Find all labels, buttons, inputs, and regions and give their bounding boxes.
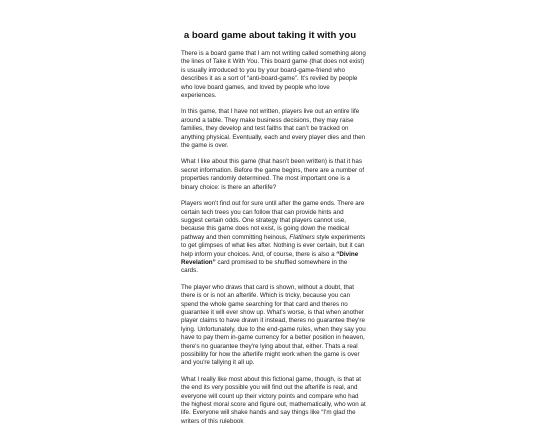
divine-revelation-bold: “Divine Revelation” <box>181 250 359 266</box>
paragraph-5: The player who draws that card is shown, without a doubt, that there is or is not an afterlife. Which is tricky, because you can spend the whole game searching for that card and theres no guarantee it will ever show up. What's worse, is that when another player claims to have drawn it instead, theres no guarantee they're lying. Unfortunately, due to the end-game rules, when they say you have to pay them in-game currency for a better position in heaven, there's no guarantee they're lying about that, either. Thats a real possibility for how the afterlife might work when the game is over and you're tallying it all up. <box>181 283 366 367</box>
flatliners-emphasis: Flatliners <box>289 233 315 241</box>
paragraph-1: There is a board game that I am not writing called something along the lines of Take it With You. This board game (that does not exist) is usually introduced to you by your board-game-friend who describes it as a sort of “anti-board-game”. It’s reviled by people who love board games, and loved by people who love experiences. <box>181 50 366 100</box>
paragraph-4-text-b: style experiments to get glimpses of what lies after. Nothing is ever certain, but it can help inform your choices. And, of course, there is also a <box>181 233 366 258</box>
paragraph-4 <box>181 200 366 276</box>
paragraph-4-text-c: card promised to be shuffled somewhere in the cards. <box>181 258 348 275</box>
paragraph-6: What I really like most about this fictional game, though, is that at the end its very possible you will find out the afterlife is real, and everyone will count up their victory points and compare who had the highest moral score and figure out, mathematically, who won at life. Everyone will shake hands and say things like “I'm glad the writers of this rulebook <box>181 375 366 425</box>
paragraph-2: In this game, that I have not written, players live out an entire life around a table. They make business decisions, they may raise families, they develop and test faiths that can’t be tracked on anything physical. Eventually, each and every player dies and then the game is over. <box>181 108 366 150</box>
article-body <box>181 50 366 434</box>
paragraph-4-text-a: Players won’t find out for sure until after the game ends. There are certain tech trees you can follow that can provide hints and suggest certain odds. One strategy that players cannot use, because this game does not exist, is going down the medical pathway and then committing heinous, <box>181 200 365 241</box>
paragraph-3: What I like about this game (that hasn’t been written) is that it has secret information. Before the game begins, there are a number of properties randomly determined. The most important one is a binary choice: is there an afterlife? <box>181 158 365 191</box>
page-title: a board game about taking it with you <box>183 30 357 41</box>
